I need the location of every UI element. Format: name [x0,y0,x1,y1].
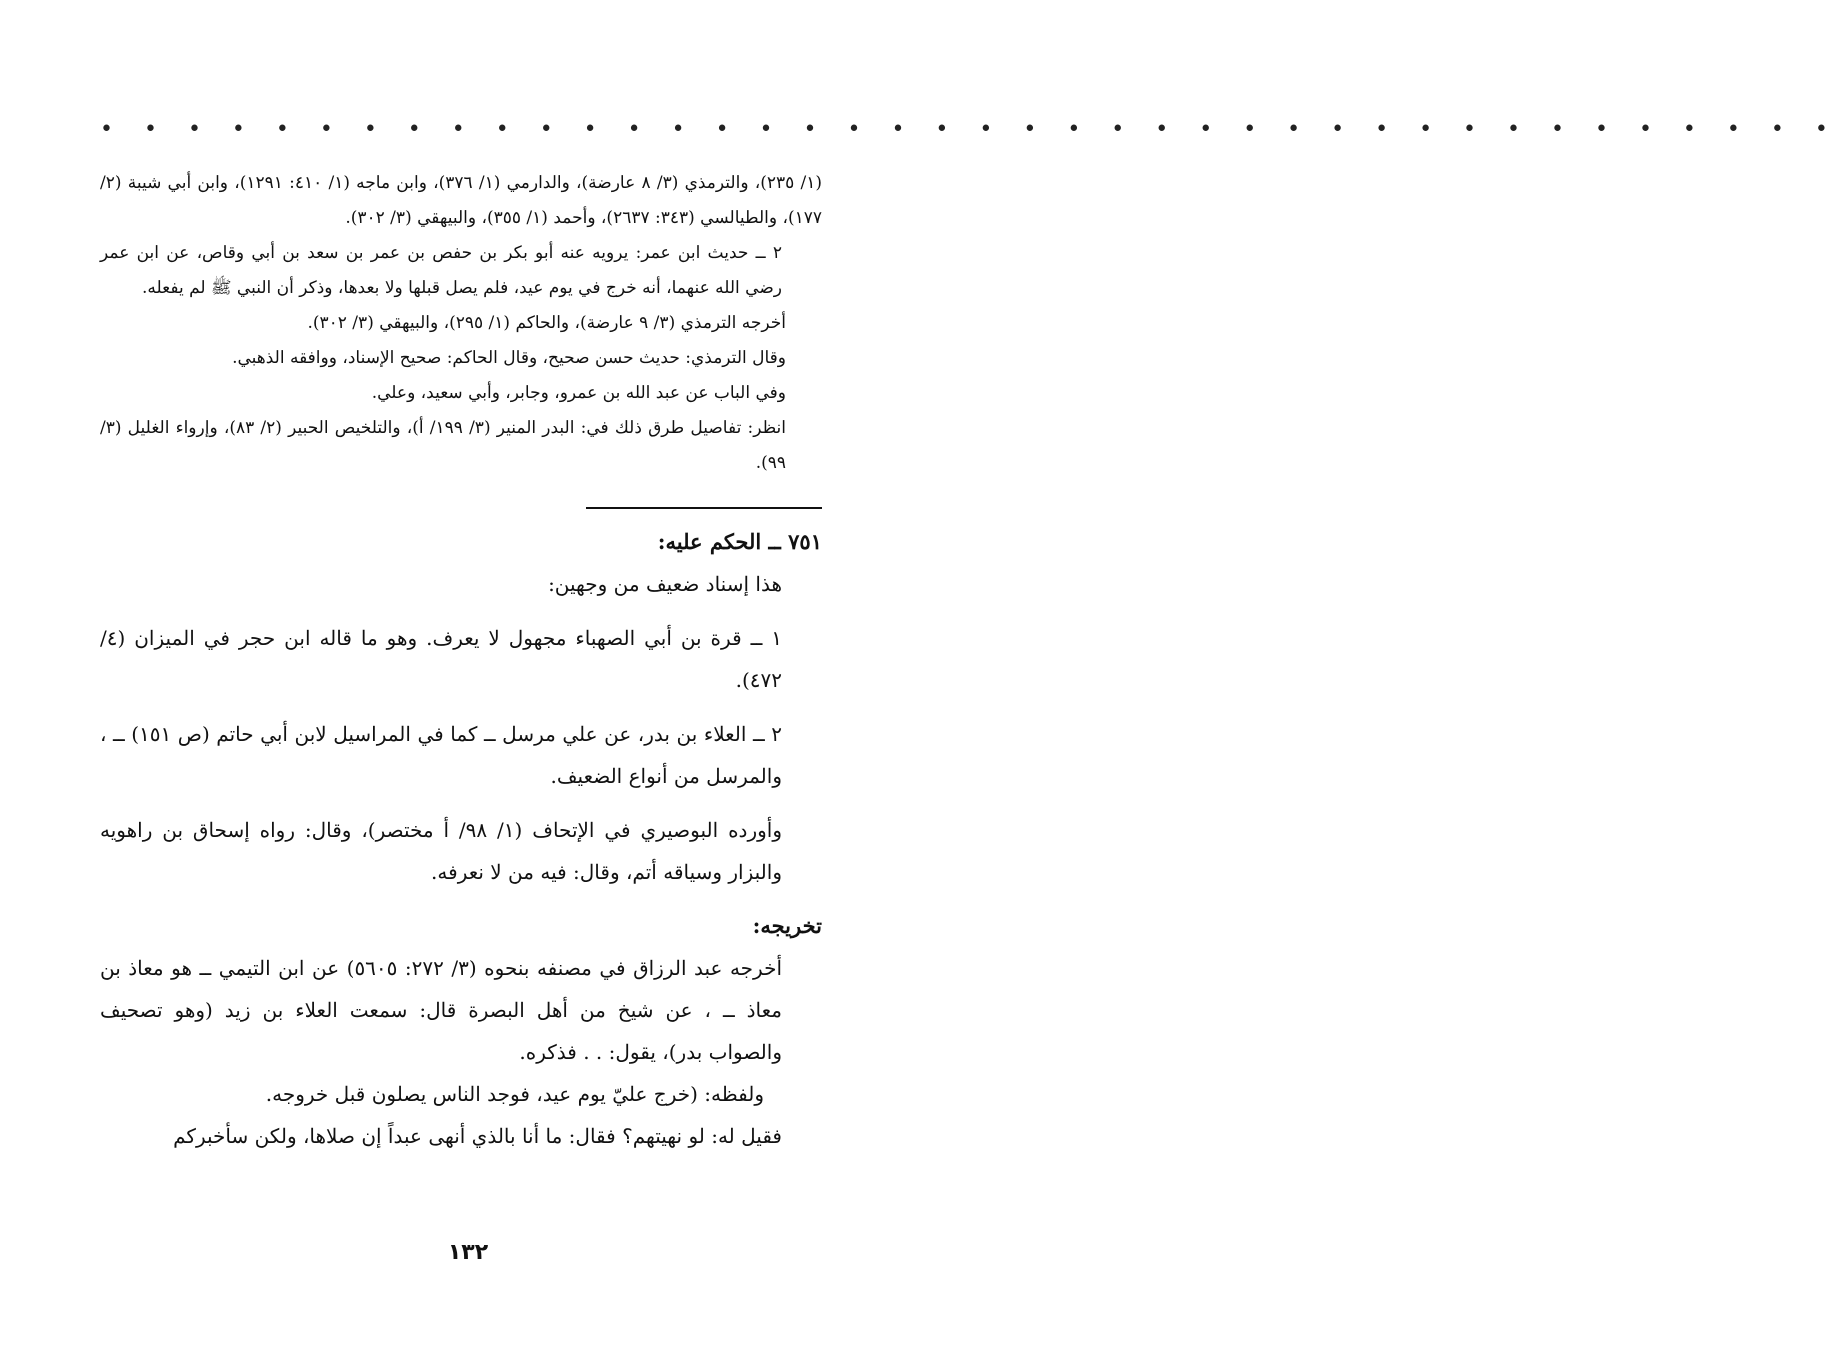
body-paragraph: ١ ــ قرة بن أبي الصهباء مجهول لا يعرف. وهو ما قاله ابن حجر في الميزان (٤/ ٤٧٢). [100,626,782,692]
section-separator [586,507,822,509]
footnote-paragraph: أخرجه الترمذي (٣/ ٩ عارضة)، والحاكم (١/ ٢٩٥)، والبيهقي (٣/ ٣٠٢). [307,313,786,333]
footnote-paragraph: ٢ ــ حديث ابن عمر: يرويه عنه أبو بكر بن حفص بن عمر بن سعد بن أبي وقاص، عن ابن عمر رضي الله عنهما، أنه خرج في يوم عيد، فلم يصل قبلها ولا بعدها، وذكر أن النبي ﷺ لم يفعله. [100,243,782,298]
body-paragraph: هذا إسناد ضعيف من وجهين: [548,572,782,596]
footnote-paragraph: وفي الباب عن عبد الله بن عمرو، وجابر، وأبي سعيد، وعلي. [371,383,786,403]
footnote-paragraph: (١/ ٢٣٥)، والترمذي (٣/ ٨ عارضة)، والدارمي (١/ ٣٧٦)، وابن ماجه (١/ ٤١٠: ١٢٩١)، وابن أبي شيبة (٢/ ١٧٧)، والطيالسي (٣٤٣: ٢٦٣٧)، وأحمد (١/ ٣٥٥)، والبيهقي (٣/ ٣٠٢). [100,173,822,228]
body-paragraph: ولفظه: (خرج عليّ يوم عيد، فوجد الناس يصلون قبل خروجه. [265,1082,764,1106]
body-paragraph: ٢ ــ العلاء بن بدر، عن علي مرسل ــ كما في المراسيل لابن أبي حاتم (ص ١٥١) ــ ، والمرسل من أنواع الضعيف. [100,722,782,788]
body-paragraph: أخرجه عبد الرزاق في مصنفه بنحوه (٣/ ٢٧٢: ٥٦٠٥) عن ابن التيمي ــ هو معاذ بن معاذ ــ ، عن شيخ من أهل البصرة قال: سمعت العلاء بن زيد (وهو تصحيف والصواب بدر)، يقول: . . فذكره. [100,956,782,1064]
dotted-divider: • • • • • • • • • • • • • • • • • • • • • • • • • • • • • • • • • • • • • • • • [100,117,1840,142]
section-heading: ٧٥١ ــ الحكم عليه: [657,529,822,554]
page-content [100,117,1840,1157]
body-paragraph: فقيل له: لو نهيتهم؟ فقال: ما أنا بالذي أنهى عبداً إن صلاها، ولكن سأخبركم [173,1124,782,1148]
main-text [100,521,822,1157]
page-number: ١٣٢ [447,1240,489,1265]
body-paragraph: وأورده البوصيري في الإتحاف (١/ ٩٨/ أ مختصر)، وقال: رواه إسحاق بن راهويه والبزار وسياقه أتم، وقال: فيه من لا نعرفه. [100,818,782,884]
footnotes-section [100,166,822,481]
footnote-paragraph: وقال الترمذي: حديث حسن صحيح، وقال الحاكم: صحيح الإسناد، ووافقه الذهبي. [232,348,786,368]
footnote-paragraph: انظر: تفاصيل طرق ذلك في: البدر المنير (٣/ ١٩٩/ أ)، والتلخيص الحبير (٢/ ٨٣)، وإرواء الغليل (٣/ ٩٩). [100,418,786,473]
section-heading: تخريجه: [752,913,822,938]
